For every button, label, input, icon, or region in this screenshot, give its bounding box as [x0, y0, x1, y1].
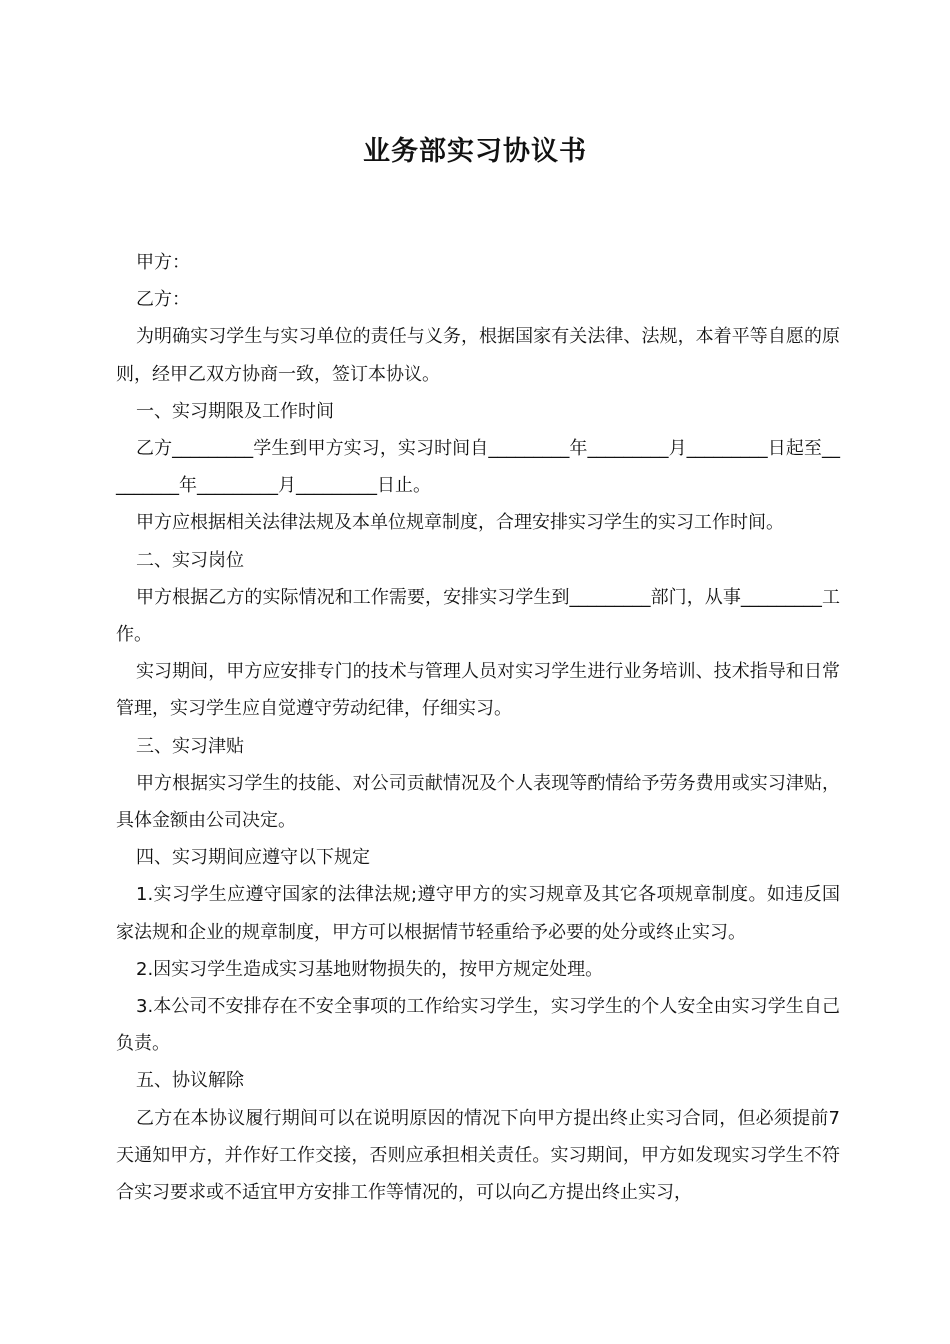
allowance-paragraph: 甲方根据实习学生的技能、对公司贡献情况及个人表现等酌情给予劳务费用或实习津贴，具体金额由公司决定。 [116, 772, 840, 832]
party-a-line: 甲方： [136, 252, 190, 273]
document-body [116, 244, 840, 1211]
working-hours-paragraph: 甲方应根据相关法律法规及本单位规章制度，合理安排实习学生的实习工作时间。 [136, 512, 784, 534]
section-heading-1: 一、实习期限及工作时间 [136, 400, 334, 422]
document-title: 业务部实习协议书 [363, 136, 587, 167]
section-heading-4: 四、实习期间应遵守以下规定 [136, 847, 370, 869]
section-heading-2: 二、实习岗位 [136, 549, 244, 571]
internship-period-paragraph: 乙方_________学生到甲方实习，实习时间自_________年_________月_________日起至_________年_________月_________日止。 [116, 438, 840, 497]
position-paragraph: 甲方根据乙方的实际情况和工作需要，安排实习学生到_________部门，从事_________工作。 [116, 586, 840, 646]
party-b-line: 乙方： [136, 289, 190, 311]
preamble-paragraph: 为明确实习学生与实习单位的责任与义务，根据国家有关法律、法规，本着平等自愿的原则，经甲乙双方协商一致，签订本协议。 [116, 326, 840, 385]
training-paragraph: 实习期间，甲方应安排专门的技术与管理人员对实习学生进行业务培训、技术指导和日常管理，实习学生应自觉遵守劳动纪律，仔细实习。 [116, 661, 840, 720]
section-heading-3: 三、实习津贴 [136, 735, 244, 757]
rule-item-1: 1.实习学生应遵守国家的法律法规;遵守甲方的实习规章及其它各项规章制度。如违反国家法规和企业的规章制度，甲方可以根据情节轻重给予必要的处分或终止实习。 [116, 884, 840, 943]
section-heading-5: 五、协议解除 [136, 1070, 244, 1092]
rule-item-2: 2.因实习学生造成实习基地财物损失的，按甲方规定处理。 [136, 958, 604, 980]
termination-paragraph: 乙方在本协议履行期间可以在说明原因的情况下向甲方提出终止实习合同，但必须提前7天通知甲方，并作好工作交接，否则应承担相关责任。实习期间，甲方如发现实习学生不符合实习要求或不适宜甲方安排工作等情况的，可以向乙方提出终止实习， [116, 1107, 840, 1204]
rule-item-3: 3.本公司不安排存在不安全事项的工作给实习学生，实习学生的个人安全由实习学生自己负责。 [116, 996, 840, 1055]
